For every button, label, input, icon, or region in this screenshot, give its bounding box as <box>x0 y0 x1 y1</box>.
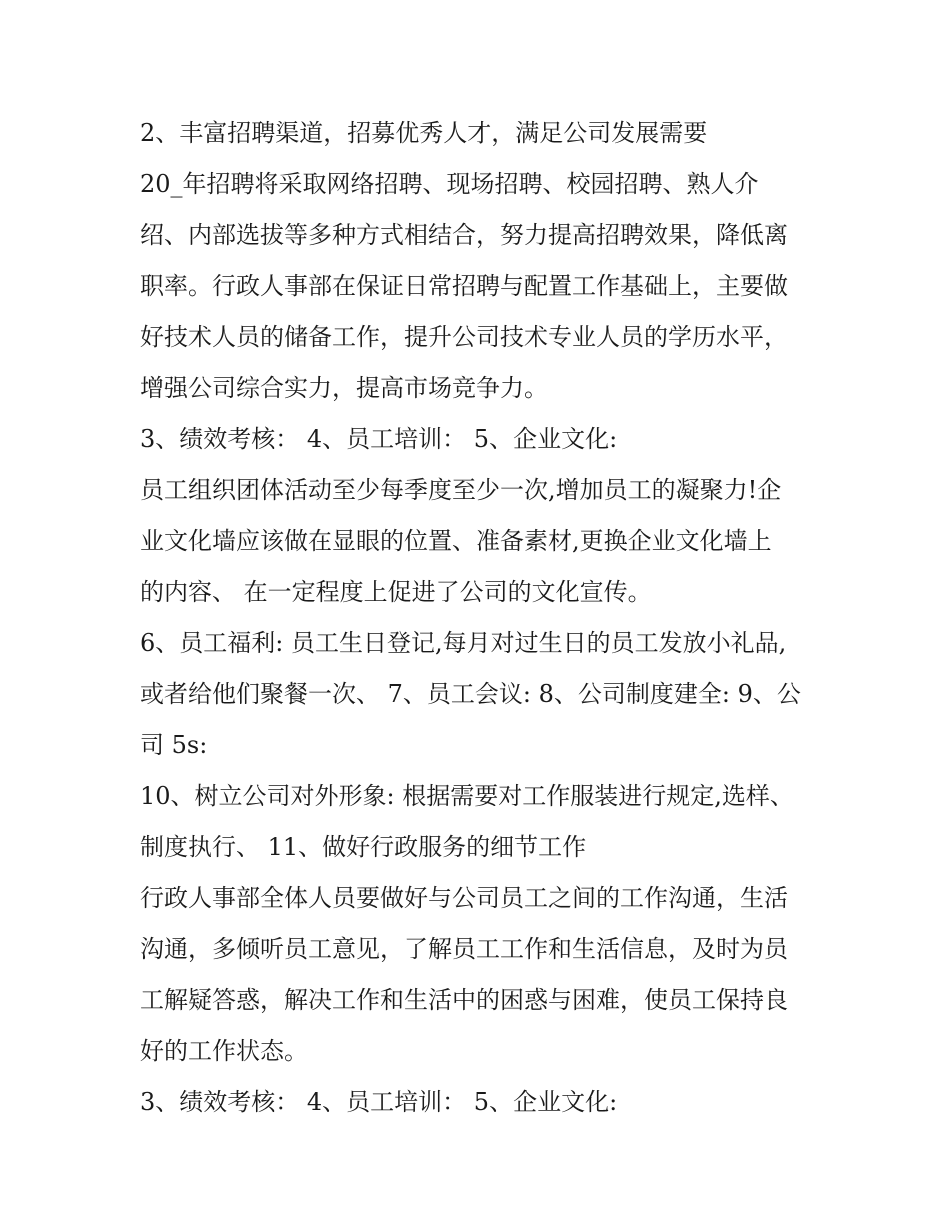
text-line: 好的工作状态。 <box>140 1037 308 1065</box>
document-body <box>140 108 820 1128</box>
text-line: 绍、内部选拔等多种方式相结合，努力提高招聘效果，降低离 <box>140 221 788 249</box>
text-line: 20_年招聘将采取网络招聘、现场招聘、校园招聘、熟人介 <box>140 170 759 198</box>
text-line: 司 5s: <box>140 731 208 759</box>
text-line: 好技术人员的储备工作，提升公司技术专业人员的学历水平， <box>140 323 788 351</box>
text-line: 制度执行、 11、做好行政服务的细节工作 <box>140 833 587 861</box>
text-line: 增强公司综合实力，提高市场竞争力。 <box>140 374 548 402</box>
text-line: 或者给他们聚餐一次、 7、员工会议: 8、公司制度建全: 9、公 <box>140 680 801 708</box>
text-line: 2、丰富招聘渠道，招募优秀人才，满足公司发展需要 <box>140 119 708 147</box>
text-line: 3、绩效考核： 4、员工培训： 5、企业文化: <box>140 1088 618 1116</box>
text-line: 6、员工福利: 员工生日登记,每月对过生日的员工发放小礼品, <box>140 629 787 657</box>
text-line: 3、绩效考核： 4、员工培训： 5、企业文化: <box>140 425 618 453</box>
text-line: 工解疑答惑，解决工作和生活中的困惑与困难，使员工保持良 <box>140 986 788 1014</box>
text-line: 的内容、 在一定程度上促进了公司的文化宣传。 <box>140 578 652 606</box>
text-line: 行政人事部全体人员要做好与公司员工之间的工作沟通，生活 <box>140 884 788 912</box>
text-line: 10、树立公司对外形象: 根据需要对工作服装进行规定,选样、 <box>140 782 794 810</box>
text-line: 沟通，多倾听员工意见，了解员工工作和生活信息，及时为员 <box>140 935 788 963</box>
text-line: 职率。行政人事部在保证日常招聘与配置工作基础上，主要做 <box>140 272 788 300</box>
text-line: 员工组织团体活动至少每季度至少一次,增加员工的凝聚力!企 <box>140 476 782 504</box>
text-line: 业文化墙应该做在显眼的位置、准备素材,更换企业文化墙上 <box>140 527 772 555</box>
